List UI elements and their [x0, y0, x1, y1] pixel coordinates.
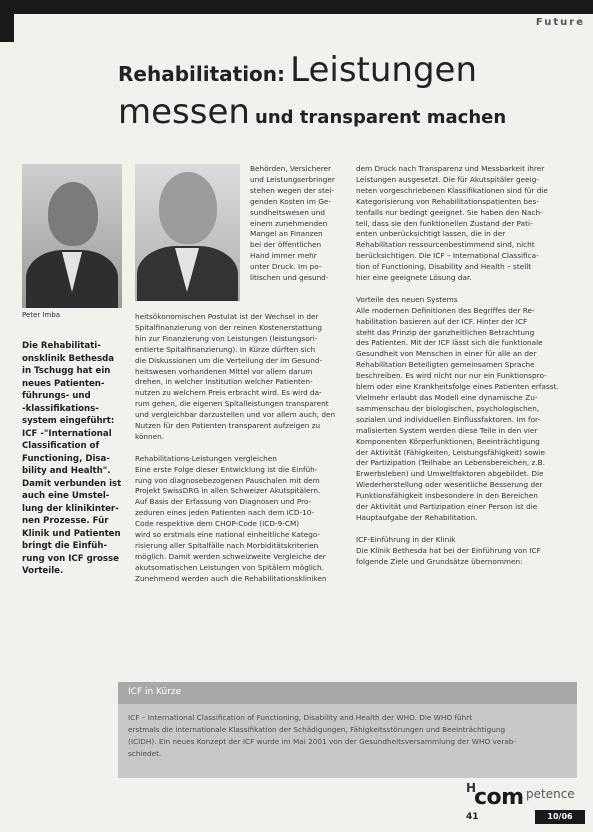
- text-line: erstmals die internationale Klassifikation der Schädigungen, Fähigkeitsstörungen und Beeinträchtigung: [128, 725, 506, 734]
- text-line: tion of Functioning, Disability and Health – stellt: [356, 262, 532, 272]
- text-line: bei der öffentlichen: [250, 240, 322, 250]
- text-line: sundheitswesen und: [250, 207, 326, 217]
- text-line: führungs- und: [22, 391, 91, 401]
- text-line: wird so erstmals eine national einheitliche Katego-: [135, 530, 321, 540]
- text-line: schiedet.: [128, 749, 162, 758]
- text-line: Damit verbunden ist: [22, 478, 122, 489]
- text-line: Eine erste Folge dieser Entwicklung ist die Einfüh-: [135, 464, 318, 474]
- text-line: beschreiben. Es wird nicht nur nur ein Funktionspro-: [356, 371, 547, 381]
- text-line: lung der klinikinter-: [22, 503, 119, 514]
- text-column-b: [135, 312, 346, 585]
- text-line: bility and Health".: [22, 466, 111, 476]
- text-line: entierte Spitalfinanzierung). In Kürze dürften sich: [135, 344, 316, 354]
- text-line: neten vorgeschriebenen Klassifikationen sind für die: [356, 185, 548, 195]
- text-line: Klinik und Patienten: [22, 528, 121, 539]
- section-label: Future: [535, 17, 585, 28]
- text-line: litischen und gesund-: [250, 273, 329, 283]
- text-line: Die Klinik Bethesda hat bei der Einführung von ICF: [356, 545, 541, 555]
- page-number: 41: [466, 812, 479, 822]
- text-line: sozialen und individuellen Einflussfaktoren. Im for-: [356, 414, 541, 424]
- logo-h: H: [466, 781, 477, 795]
- title-rehabilitation: Rehabilitation:: [118, 62, 286, 86]
- text-line: Komponenten Körperfunktionen, Beeinträchtigung: [356, 436, 540, 446]
- text-line: genden Kosten im Ge-: [250, 196, 332, 206]
- text-line: Leistungen ausgesetzt. Die für Akutspitäler geeig-: [356, 174, 539, 184]
- text-line: nutzen zu welchem Preis erbracht wird. Es wird da-: [135, 388, 322, 398]
- text-line: Hand immer mehr: [250, 251, 317, 261]
- text-line: Spitalfinanzierung von der reinen Kostenerstattung: [135, 322, 322, 332]
- text-column-a: [250, 164, 346, 284]
- text-line: der Aktivität und Partizipation einer Person ist die: [356, 502, 538, 512]
- text-line: einem zunehmenden: [250, 218, 328, 228]
- title-messen: messen: [118, 92, 250, 132]
- text-line: in Tschugg hat ein: [22, 366, 111, 376]
- text-line: folgende Ziele und Grundsätze übernommen:: [356, 556, 523, 566]
- text-line: des Patienten. Mit der ICF lässt sich die funktionale: [356, 338, 543, 348]
- text-line: risierung aller Spitalfälle nach Morbiditätskriterien: [135, 541, 319, 551]
- text-line: Nutzen für den Patienten transparent aufzeigen zu: [135, 421, 321, 431]
- text-line: bringt die Einfüh-: [22, 541, 108, 551]
- text-line: system eingeführt:: [22, 416, 115, 426]
- article-title-line1: [118, 50, 477, 90]
- top-bar: [0, 0, 593, 14]
- text-column-c: [356, 164, 571, 568]
- info-box: [118, 682, 577, 778]
- text-line: und Leistungserbringer: [250, 174, 335, 184]
- text-line: Mangel an Finanzen: [250, 229, 323, 239]
- info-box-title: ICF in Kürze: [118, 682, 577, 704]
- text-line: onsklinik Bethesda: [22, 353, 115, 364]
- text-line: Kategorisierung von Rehabilitationspatienten bes-: [356, 196, 539, 206]
- lead-paragraph: [22, 340, 126, 578]
- text-line: Classification of: [22, 441, 100, 451]
- text-line: teil, dass sie den funktionellen Zustand der Pati-: [356, 218, 533, 228]
- logo-com: com: [474, 785, 524, 810]
- text-line: tenfalls nur bedingt geeignet. Sie haben den Nach-: [356, 207, 543, 217]
- text-line: der Aktivität (Fähigkeiten, Leistungsfähigkeit) sowie: [356, 447, 546, 457]
- photo-caption: Peter Imba: [22, 311, 61, 319]
- text-line: blem oder eine Krankheitsfolge eines Patienten erfasst.: [356, 382, 559, 392]
- competence-logo: [466, 781, 584, 813]
- text-line: Wiederherstellung oder wesentliche Besserung der: [356, 480, 543, 490]
- text-line: neues Patienten-: [22, 378, 105, 389]
- text-line: nen Prozesse. Für: [22, 516, 109, 526]
- text-line: hin zur Finanzierung von Leistungen (leistungsori-: [135, 333, 318, 343]
- portrait-photo-2: [135, 164, 240, 301]
- text-line: zeduren eines jeden Patienten nach dem ICD-10-: [135, 508, 315, 518]
- text-line: Auf Basis der Erfassung von Diagnosen und Pro-: [135, 497, 312, 507]
- text-line: Zunehmend werden auch die Rehabilitationskliniken: [135, 573, 327, 583]
- subheading: Vorteile des neuen Systems: [356, 294, 458, 304]
- text-line: unter Druck. Im po-: [250, 262, 322, 272]
- text-line: malisierten System werden diese Teile in den vier: [356, 425, 538, 435]
- text-line: heitswesen vorhandenen Mittel vor allem darum: [135, 366, 313, 376]
- text-line: Gesundheit von Menschen in einer für alle an der: [356, 349, 537, 359]
- text-line: (ICIDH). Ein neues Konzept der ICF wurde im Mai 2001 von der Gesundheitsversammlung der WHO verab-: [128, 737, 517, 746]
- text-line: rum gehen, die eigenen Spitalleistungen transparent: [135, 399, 329, 409]
- text-line: Vielmehr erlaubt das Modell eine dynamische Zu-: [356, 393, 538, 403]
- text-line: enten unberücksichtigt lassen, die in der: [356, 229, 506, 239]
- text-line: Functioning, Disa-: [22, 453, 110, 464]
- text-line: dem Druck nach Transparenz und Messbarkeit ihrer: [356, 164, 545, 173]
- text-line: Die Rehabilitati-: [22, 341, 101, 351]
- text-line: hier eine geeignete Lösung dar.: [356, 273, 472, 283]
- text-line: können.: [135, 431, 165, 441]
- text-line: heitsökonomischen Postulat ist der Wechsel in der: [135, 312, 319, 321]
- title-transparent: und transparent machen: [255, 107, 507, 128]
- text-line: rung von diagnosebezogenen Pauschalen mit dem: [135, 475, 320, 485]
- text-line: -klassifikations-: [22, 403, 99, 414]
- text-line: und vergleichbar darzustellen und vor allem auch, den: [135, 410, 336, 420]
- paragraph-gap: [356, 524, 571, 535]
- text-line: Code respektive dem CHOP-Code (ICD-9-CM): [135, 519, 300, 529]
- text-line: Alle modernen Definitionen des Begriffes der Re-: [356, 305, 535, 315]
- text-line: Projekt SwissDRG in allen Schweizer Akutspitälern.: [135, 486, 321, 496]
- title-leistungen: Leistungen: [290, 50, 478, 90]
- text-line: sammenschau der biologischen, psychologischen,: [356, 403, 540, 413]
- text-line: berücksichtigen. Die ICF – International Classifica-: [356, 251, 539, 261]
- text-line: die Diskussionen um die Verteilung der im Gesund-: [135, 355, 323, 365]
- text-line: Behörden, Versicherer: [250, 164, 332, 173]
- top-left-block: [0, 14, 14, 42]
- text-line: Vorteile.: [22, 566, 64, 576]
- portrait-photo-1: [22, 164, 122, 308]
- subheading: Rehabilitations-Leistungen vergleichen: [135, 453, 277, 463]
- text-line: Erwerbsleben) und Umweltfaktoren abgebildet. Die: [356, 469, 544, 479]
- text-line: auch eine Umstel-: [22, 491, 110, 501]
- text-line: drehen, in welcher Institution welcher Patienten-: [135, 377, 313, 387]
- text-line: akutsomatischen Leistungen von Spitälern möglich.: [135, 562, 324, 572]
- text-line: habilitation basieren auf der ICF. Hinter der ICF: [356, 316, 528, 326]
- text-line: ICF – International Classification of Functioning, Disability and Health der WHO. Die WHO führt: [128, 713, 473, 722]
- info-box-text: [128, 712, 568, 760]
- subheading: ICF-Einführung in der Klinik: [356, 534, 456, 544]
- logo-petence: petence: [526, 787, 575, 801]
- text-line: Rehabilitation Beteiligten gemeinsamen Sprache: [356, 360, 535, 370]
- text-line: ICF -"International: [22, 428, 112, 439]
- text-line: Hauptaufgabe der Rehabilitation.: [356, 512, 478, 522]
- text-line: rung von ICF grosse: [22, 553, 119, 564]
- paragraph-gap: [135, 443, 346, 454]
- text-line: Funktionsfähigkeit insbesondere in den Bereichen: [356, 491, 538, 501]
- text-line: steht das Prinzip der ganzheitlichen Betrachtung: [356, 327, 535, 337]
- text-line: stehen wegen der stei-: [250, 185, 334, 195]
- text-line: möglich. Damit werden schweizweite Vergleiche der: [135, 551, 326, 561]
- text-line: der Partizipation (Teilhabe an Lebensbereichen, z.B.: [356, 458, 546, 468]
- issue-badge: 10/06: [535, 810, 585, 824]
- article-title-line2: [118, 92, 506, 132]
- paragraph-gap: [356, 284, 571, 295]
- text-line: Rehabilitation ressourcenbestimmend sind, nicht: [356, 240, 535, 250]
